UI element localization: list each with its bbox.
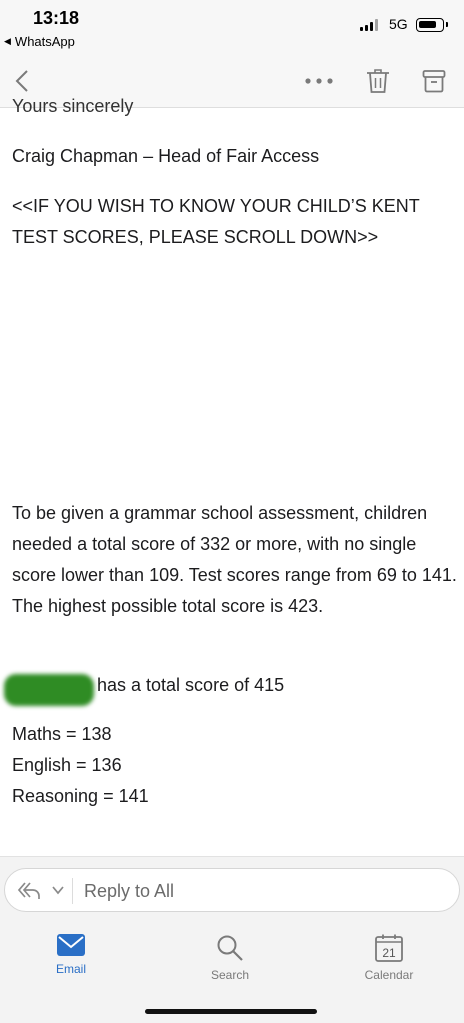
total-score-line: has a total score of 415 [97, 675, 285, 695]
english-score: English = 136 [12, 755, 122, 775]
network-type: 5G [389, 16, 408, 32]
chevron-down-icon[interactable] [51, 883, 65, 897]
scroll-notice: <<IF YOU WISH TO KNOW YOUR CHILD’S KENT TEST SCORES, PLEASE SCROLL DOWN>> [12, 196, 420, 247]
battery-icon [416, 18, 444, 32]
reasoning-score: Reasoning = 141 [12, 786, 149, 806]
back-to-app-link[interactable] [4, 34, 75, 49]
divider [72, 878, 73, 904]
signal-icon [360, 19, 378, 31]
calendar-day: 21 [382, 946, 396, 960]
more-icon [304, 77, 334, 85]
tab-calendar-label: Calendar [364, 968, 414, 982]
redaction-mark [4, 674, 94, 706]
assessment-info: To be given a grammar school assessment, children needed a total score of 332 or more, with no single score lower than 109. Test scores range from 69 to 141. The highest possible total score is 423. [12, 503, 457, 616]
back-app-label: WhatsApp [14, 34, 75, 49]
reply-placeholder: Reply to All [84, 881, 175, 901]
closing-line: Yours sincerely [12, 96, 134, 116]
tab-search[interactable] [180, 934, 280, 982]
calendar-icon [375, 934, 403, 962]
tab-search-label: Search [210, 968, 250, 982]
tab-bar [0, 920, 464, 1023]
signature: Craig Chapman – Head of Fair Access [12, 146, 320, 166]
tab-email-label: Email [55, 962, 86, 976]
reply-bar [0, 856, 464, 920]
reply-all-icon[interactable] [17, 879, 41, 901]
status-bar [0, 0, 464, 56]
archive-icon [422, 69, 446, 93]
email-body [0, 96, 464, 856]
maths-score: Maths = 138 [12, 724, 112, 744]
tab-calendar[interactable] [339, 934, 439, 982]
search-icon [216, 934, 244, 962]
tab-email[interactable] [21, 934, 121, 976]
reply-field[interactable] [4, 868, 460, 912]
home-indicator[interactable] [145, 1009, 317, 1014]
back-triangle-icon: ◀ [4, 36, 11, 46]
clock: 13:18 [33, 8, 80, 28]
mail-icon [57, 934, 85, 956]
